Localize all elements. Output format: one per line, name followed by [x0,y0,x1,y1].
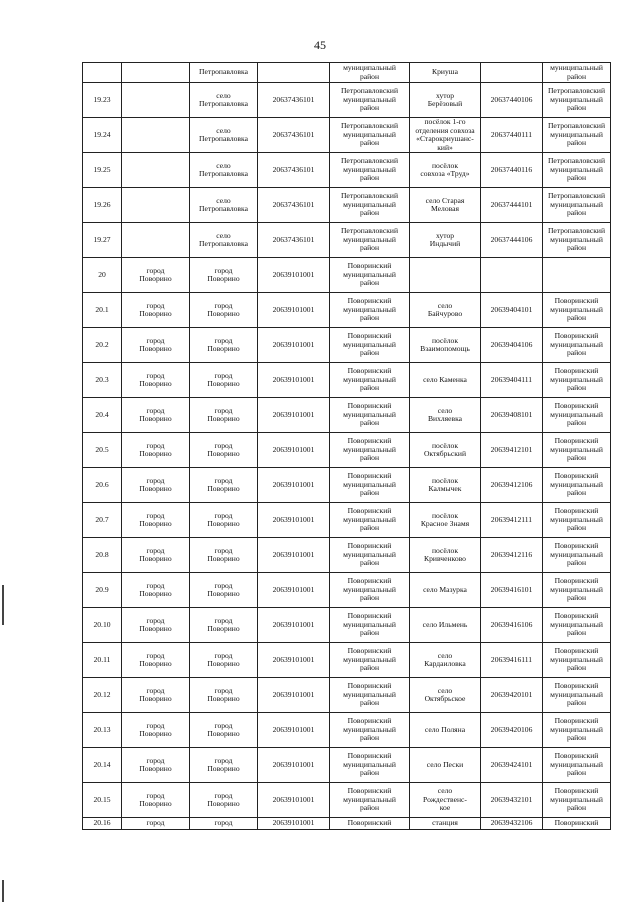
cell-locality-oktmo-code: 20639404101 [481,293,543,328]
cell-district: Поворинский муниципальный район [330,748,410,783]
cell-number: 20.10 [83,608,122,643]
cell-oktmo-code: 20639101001 [258,503,330,538]
cell-number: 19.25 [83,153,122,188]
cell-settlement-type: город Поворино [122,433,190,468]
cell-locality-oktmo-code: 20639412106 [481,468,543,503]
table-row [83,63,611,83]
cell-locality-oktmo-code: 20637444106 [481,223,543,258]
cell-locality-district: Поворинский муниципальный район [543,398,611,433]
cell-oktmo-code: 20639101001 [258,433,330,468]
cell-settlement-type [122,83,190,118]
cell-oktmo-code: 20639101001 [258,643,330,678]
cell-settlement: город Поворино [190,363,258,398]
cell-locality: село Рождественс- кое [410,783,481,818]
cell-settlement-type: город Поворино [122,748,190,783]
cell-district: Петропавловский муниципальный район [330,188,410,223]
cell-district: Поворинский муниципальный район [330,783,410,818]
cell-settlement-type [122,118,190,153]
table-row [83,573,611,608]
cell-locality-oktmo-code: 20639432101 [481,783,543,818]
table-row [83,118,611,153]
cell-locality-oktmo-code: 20639412116 [481,538,543,573]
table-row [83,608,611,643]
cell-district: Петропавловский муниципальный район [330,153,410,188]
cell-settlement: город Поворино [190,328,258,363]
cell-number: 20 [83,258,122,293]
cell-number: 20.2 [83,328,122,363]
cell-locality: посёлок Октябрьский [410,433,481,468]
table-row [83,433,611,468]
cell-locality-oktmo-code: 20639404106 [481,328,543,363]
cell-locality: село Пески [410,748,481,783]
page-number: 45 [314,38,326,52]
cell-locality: село Октябрьское [410,678,481,713]
cell-oktmo-code: 20639101001 [258,328,330,363]
cell-settlement-type [122,223,190,258]
cell-oktmo-code: 20639101001 [258,398,330,433]
cell-settlement: город Поворино [190,748,258,783]
cell-number: 20.5 [83,433,122,468]
table-row [83,83,611,118]
table-row [83,818,611,830]
cell-locality-district: Поворинский муниципальный район [543,643,611,678]
cell-locality: село Поляна [410,713,481,748]
cell-settlement-type [122,153,190,188]
table-row [83,468,611,503]
cell-oktmo-code: 20637436101 [258,223,330,258]
cell-locality-district: Петропавловский муниципальный район [543,153,611,188]
cell-oktmo-code: 20639101001 [258,258,330,293]
cell-settlement: город Поворино [190,573,258,608]
cell-number: 20.4 [83,398,122,433]
cell-locality-oktmo-code: 20639416111 [481,643,543,678]
table-row [83,363,611,398]
cell-settlement: Петропавловка [190,63,258,83]
cell-settlement-type: город Поворино [122,713,190,748]
cell-settlement-type: город Поворино [122,643,190,678]
cell-settlement-type: город Поворино [122,503,190,538]
cell-settlement: село Петропавловка [190,83,258,118]
cell-settlement-type: город Поворино [122,468,190,503]
cell-locality-oktmo-code: 20639420101 [481,678,543,713]
cell-district: Петропавловский муниципальный район [330,223,410,258]
cell-oktmo-code [258,63,330,83]
cell-locality-oktmo-code: 20639408101 [481,398,543,433]
cell-locality-district: Поворинский муниципальный район [543,573,611,608]
cell-settlement-type: город Поворино [122,783,190,818]
cell-oktmo-code: 20637436101 [258,83,330,118]
table-row [83,748,611,783]
cell-number: 20.11 [83,643,122,678]
margin-mark [2,585,4,625]
cell-number: 20.13 [83,713,122,748]
cell-locality: Криуша [410,63,481,83]
cell-district: Поворинский [330,818,410,830]
cell-locality: станция [410,818,481,830]
cell-district: Поворинский муниципальный район [330,538,410,573]
cell-settlement-type [122,63,190,83]
cell-district: Петропавловский муниципальный район [330,118,410,153]
cell-settlement-type: город Поворино [122,328,190,363]
cell-locality: посёлок Кривченково [410,538,481,573]
cell-settlement: город Поворино [190,783,258,818]
cell-settlement-type: город Поворино [122,573,190,608]
cell-settlement: город Поворино [190,258,258,293]
cell-settlement-type: город Поворино [122,538,190,573]
cell-locality: хутор Берёзовый [410,83,481,118]
cell-district: Поворинский муниципальный район [330,363,410,398]
cell-locality: село Кардаиловка [410,643,481,678]
cell-oktmo-code: 20639101001 [258,678,330,713]
table-row [83,223,611,258]
cell-locality: посёлок 1-го отделения совхоза «Старокриушанс- кий» [410,118,481,153]
table-row [83,328,611,363]
cell-settlement: город Поворино [190,433,258,468]
cell-locality-district: Поворинский [543,818,611,830]
cell-settlement: город Поворино [190,608,258,643]
cell-settlement: город Поворино [190,678,258,713]
cell-number: 20.8 [83,538,122,573]
cell-locality-district: Поворинский муниципальный район [543,328,611,363]
cell-locality-oktmo-code: 20639424101 [481,748,543,783]
cell-district: Поворинский муниципальный район [330,678,410,713]
cell-locality-district: Поворинский муниципальный район [543,783,611,818]
cell-settlement: село Петропавловка [190,188,258,223]
cell-locality-district: Поворинский муниципальный район [543,293,611,328]
cell-district: муниципальный район [330,63,410,83]
cell-locality: село Байчурово [410,293,481,328]
cell-locality: село Каменка [410,363,481,398]
cell-number: 19.27 [83,223,122,258]
table-row [83,783,611,818]
cell-locality-oktmo-code: 20637444101 [481,188,543,223]
cell-number: 20.15 [83,783,122,818]
cell-district: Поворинский муниципальный район [330,293,410,328]
cell-number: 20.6 [83,468,122,503]
cell-district: Поворинский муниципальный район [330,643,410,678]
cell-oktmo-code: 20639101001 [258,713,330,748]
table-row [83,188,611,223]
cell-locality-oktmo-code: 20639432106 [481,818,543,830]
cell-district: Поворинский муниципальный район [330,608,410,643]
cell-locality-oktmo-code: 20639420106 [481,713,543,748]
cell-locality-district: Поворинский муниципальный район [543,503,611,538]
cell-oktmo-code: 20637436101 [258,153,330,188]
cell-district: Поворинский муниципальный район [330,328,410,363]
table-row [83,398,611,433]
cell-settlement-type: город Поворино [122,398,190,433]
cell-number: 20.1 [83,293,122,328]
cell-locality-oktmo-code: 20637440116 [481,153,543,188]
cell-settlement-type: город Поворино [122,363,190,398]
cell-number: 19.23 [83,83,122,118]
cell-oktmo-code: 20639101001 [258,293,330,328]
cell-settlement-type: город Поворино [122,608,190,643]
cell-oktmo-code: 20639101001 [258,573,330,608]
cell-oktmo-code: 20639101001 [258,783,330,818]
cell-oktmo-code: 20639101001 [258,608,330,643]
cell-locality-oktmo-code: 20639412111 [481,503,543,538]
cell-locality-oktmo-code: 20639412101 [481,433,543,468]
cell-locality: село Вихляевка [410,398,481,433]
cell-locality-district [543,258,611,293]
cell-settlement: город Поворино [190,468,258,503]
cell-district: Петропавловский муниципальный район [330,83,410,118]
cell-locality-oktmo-code: 20639416101 [481,573,543,608]
cell-settlement-type: город Поворино [122,293,190,328]
cell-oktmo-code: 20639101001 [258,818,330,830]
cell-settlement: село Петропавловка [190,223,258,258]
cell-locality: посёлок Красное Знамя [410,503,481,538]
cell-number: 20.14 [83,748,122,783]
cell-settlement: город Поворино [190,538,258,573]
cell-oktmo-code: 20639101001 [258,748,330,783]
cell-locality: посёлок Взаимопомощь [410,328,481,363]
cell-locality-oktmo-code: 20637440111 [481,118,543,153]
cell-district: Поворинский муниципальный район [330,573,410,608]
cell-settlement-type: город Поворино [122,258,190,293]
cell-locality-district: Петропавловский муниципальный район [543,223,611,258]
cell-oktmo-code: 20637436101 [258,118,330,153]
table-row [83,713,611,748]
cell-district: Поворинский муниципальный район [330,503,410,538]
cell-number [83,63,122,83]
cell-number: 20.3 [83,363,122,398]
cell-locality-district: Поворинский муниципальный район [543,363,611,398]
cell-locality-district: Петропавловский муниципальный район [543,188,611,223]
cell-locality-district: Петропавловский муниципальный район [543,83,611,118]
cell-locality-district: Поворинский муниципальный район [543,433,611,468]
cell-locality-district: Поворинский муниципальный район [543,713,611,748]
cell-settlement: город Поворино [190,503,258,538]
cell-settlement: город Поворино [190,643,258,678]
cell-locality-district: Петропавловский муниципальный район [543,118,611,153]
cell-settlement: село Петропавловка [190,118,258,153]
table-body [83,63,611,830]
cell-locality: посёлок Калмычек [410,468,481,503]
cell-number: 20.9 [83,573,122,608]
cell-settlement: город Поворино [190,713,258,748]
cell-locality: посёлок совхоза «Труд» [410,153,481,188]
cell-locality-oktmo-code: 20639416106 [481,608,543,643]
cell-locality-oktmo-code: 20639404111 [481,363,543,398]
cell-locality-district: Поворинский муниципальный район [543,678,611,713]
table-row [83,538,611,573]
cell-locality-district: Поворинский муниципальный район [543,748,611,783]
cell-settlement-type: город Поворино [122,678,190,713]
cell-locality: село Мазурка [410,573,481,608]
cell-settlement: село Петропавловка [190,153,258,188]
table-row [83,503,611,538]
table-row [83,258,611,293]
table-row [83,643,611,678]
cell-settlement: город [190,818,258,830]
cell-settlement: город Поворино [190,398,258,433]
cell-district: Поворинский муниципальный район [330,468,410,503]
cell-district: Поворинский муниципальный район [330,433,410,468]
cell-locality-oktmo-code: 20637440106 [481,83,543,118]
cell-locality-district: муниципальный район [543,63,611,83]
cell-number: 20.12 [83,678,122,713]
cell-number: 19.26 [83,188,122,223]
cell-settlement-type: город [122,818,190,830]
cell-number: 20.7 [83,503,122,538]
cell-oktmo-code: 20639101001 [258,363,330,398]
cell-settlement: город Поворино [190,293,258,328]
cell-locality: село Ильмень [410,608,481,643]
cell-locality-district: Поворинский муниципальный район [543,538,611,573]
cell-settlement-type [122,188,190,223]
cell-district: Поворинский муниципальный район [330,398,410,433]
settlement-table [82,62,611,830]
cell-locality [410,258,481,293]
cell-locality-oktmo-code [481,258,543,293]
cell-locality-district: Поворинский муниципальный район [543,608,611,643]
cell-oktmo-code: 20639101001 [258,538,330,573]
cell-number: 20.16 [83,818,122,830]
cell-locality: село Старая Меловая [410,188,481,223]
table-row [83,678,611,713]
cell-oktmo-code: 20637436101 [258,188,330,223]
cell-number: 19.24 [83,118,122,153]
cell-locality-district: Поворинский муниципальный район [543,468,611,503]
cell-district: Поворинский муниципальный район [330,713,410,748]
cell-oktmo-code: 20639101001 [258,468,330,503]
cell-locality: хутор Индычий [410,223,481,258]
table-row [83,153,611,188]
margin-mark [2,880,4,902]
cell-district: Поворинский муниципальный район [330,258,410,293]
table-row [83,293,611,328]
cell-locality-oktmo-code [481,63,543,83]
